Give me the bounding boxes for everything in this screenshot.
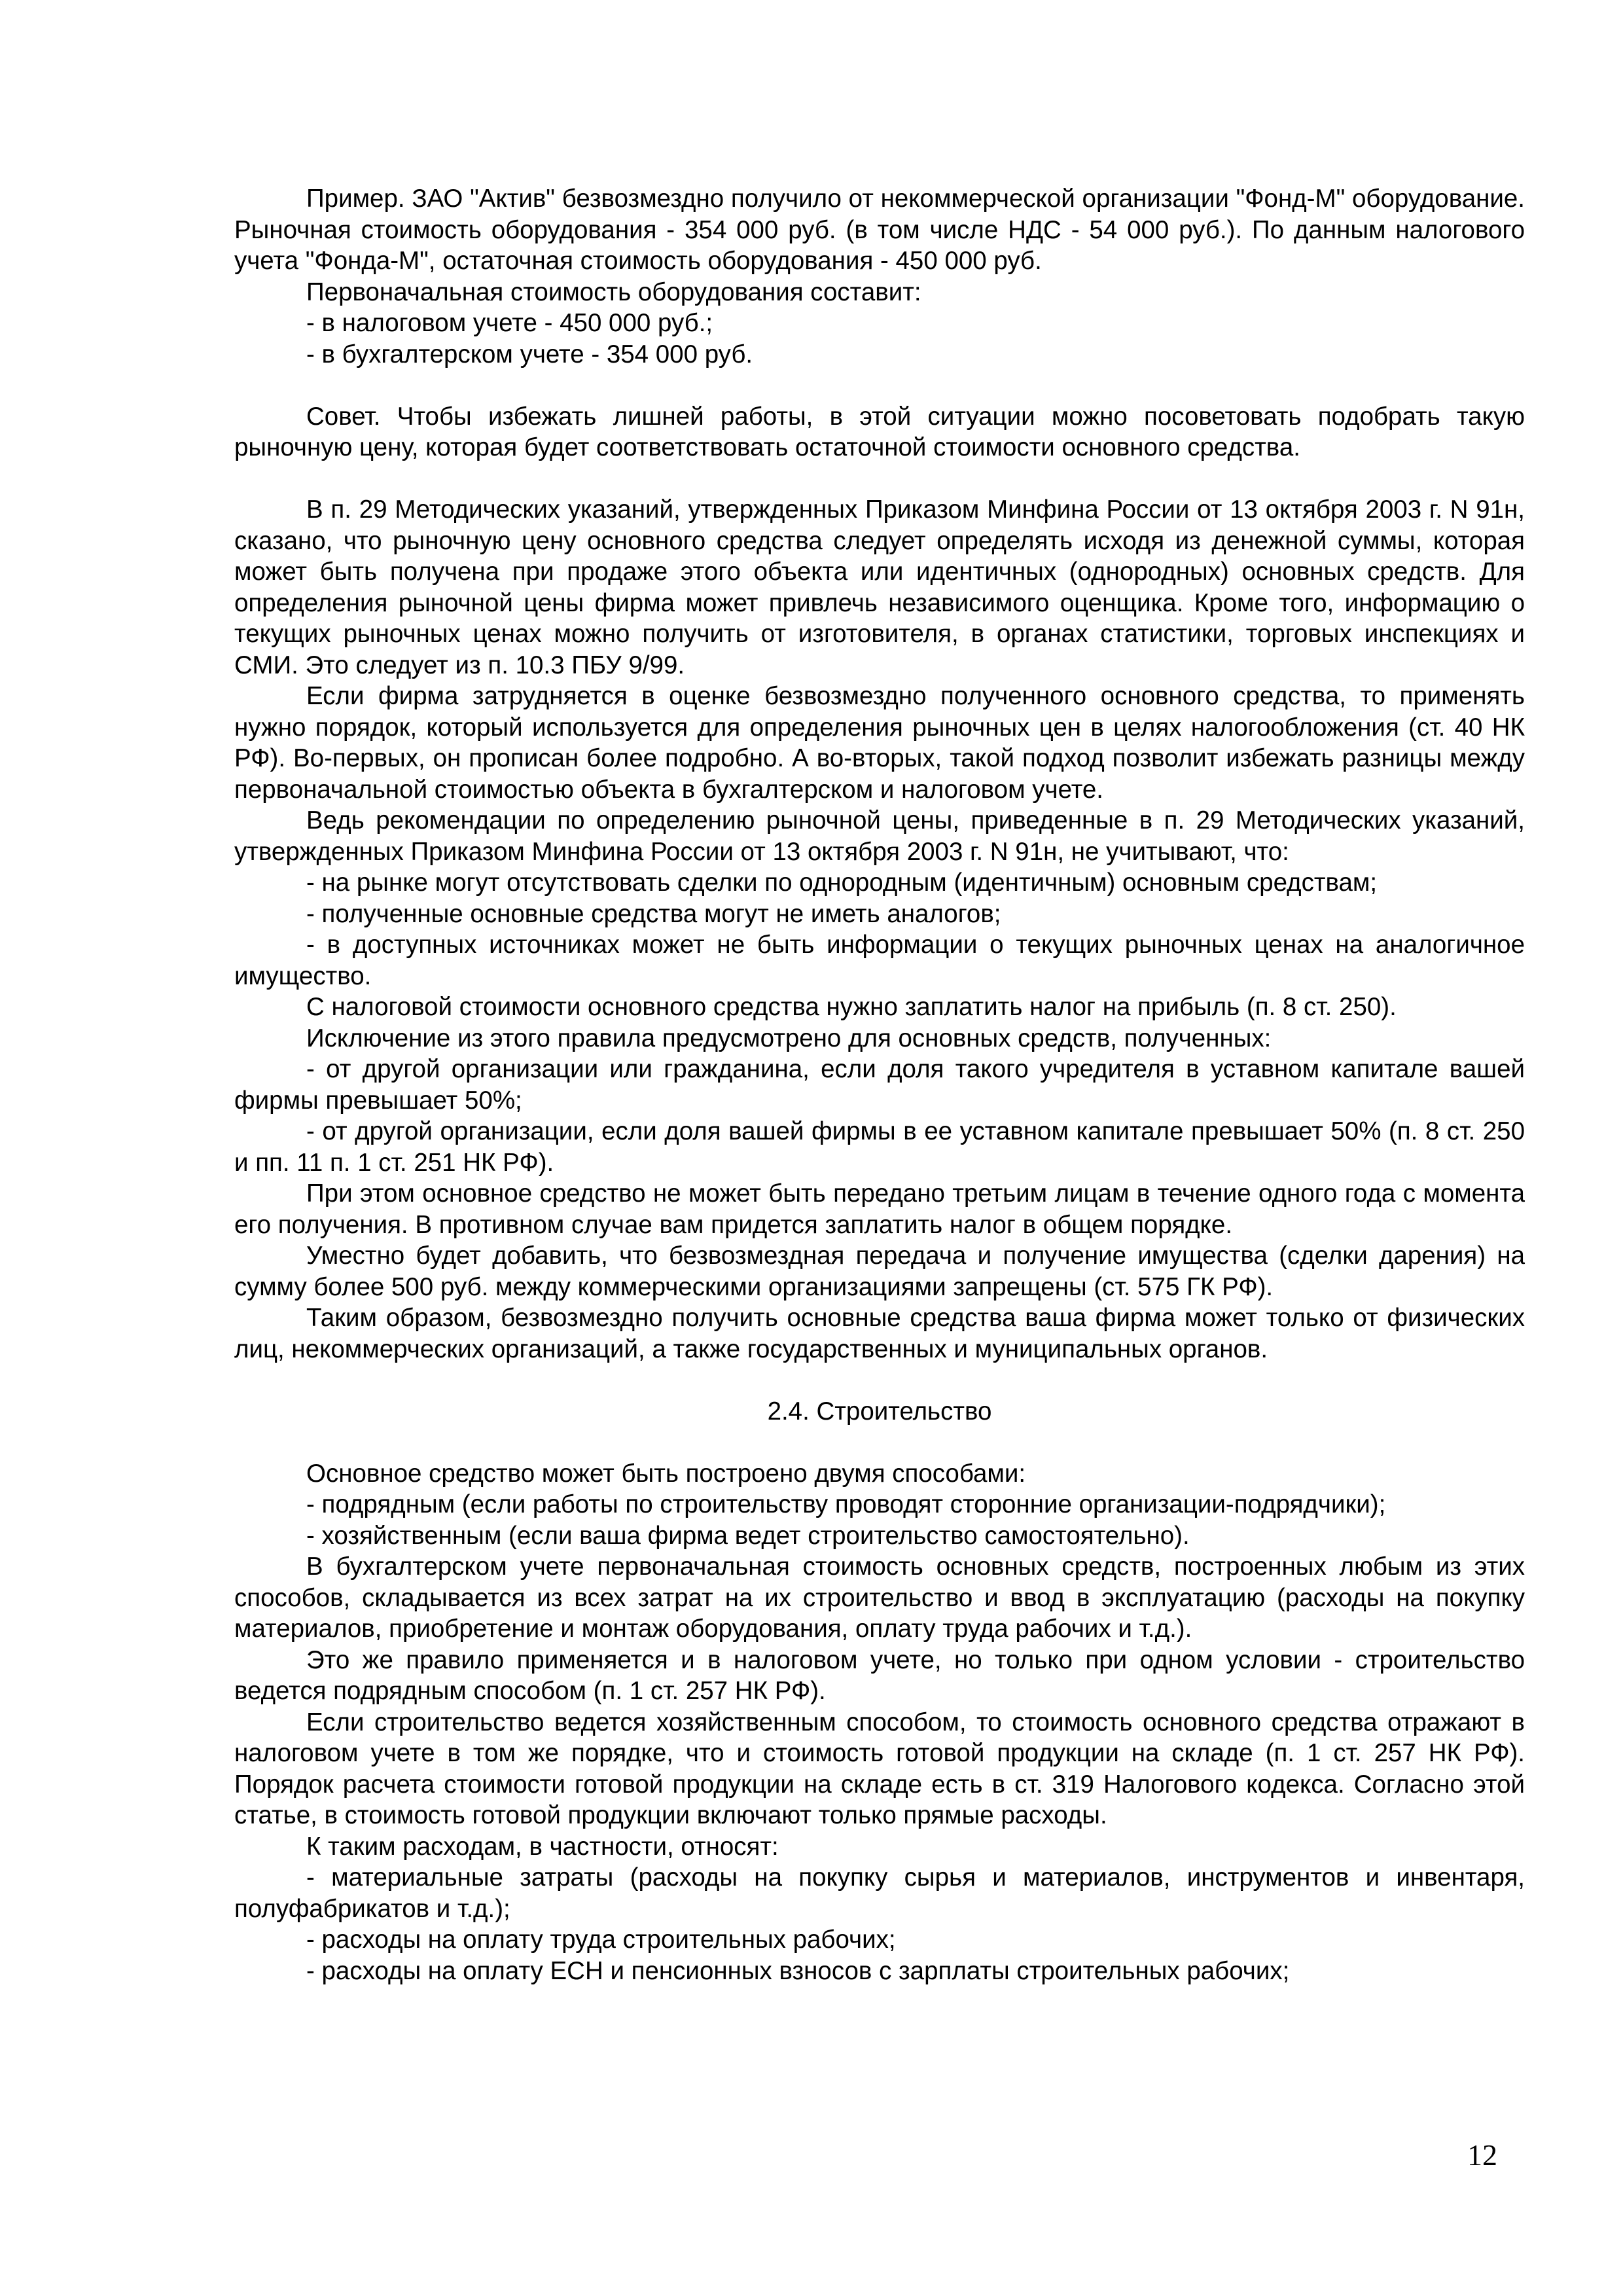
list-item: - в доступных источниках может не быть информации о текущих рыночных ценах на аналогичное имущество. [234, 931, 1525, 990]
paragraph: Исключение из этого правила предусмотрено для основных средств, полученных: [306, 1024, 1272, 1052]
example-paragraph: Пример. ЗАО "Актив" безвозмездно получило от некоммерческой организации "Фонд-М" оборудование. Рыночная стоимость оборудования - 354 000 руб. (в том числе НДС - 54 000 руб.). По данным налогового учета "Фонда-М", остаточная стоимость оборудования - 450 000 руб. [234, 185, 1525, 275]
paragraph: В п. 29 Методических указаний, утвержденных Приказом Минфина России от 13 октября 2003 г. N 91н, сказано, что рыночную цену основного средства следует определять исходя из денежной суммы, которая может быть получена при продаже этого объекта или идентичных (однородных) основных средств. Для определения рыночной цены фирма может привлечь независимого оценщика. Кроме того, информацию о текущих рыночных ценах можно получить от изготовителя, в органах статистики, торговых инспекциях и СМИ. Это следует из п. 10.3 ПБУ 9/99. [234, 495, 1525, 679]
list-item: - в налоговом учете - 450 000 руб.; [306, 309, 713, 337]
paragraph: Основное средство может быть построено двумя способами: [306, 1459, 1026, 1488]
list-item: - хозяйственным (если ваша фирма ведет строительство самостоятельно). [306, 1521, 1190, 1550]
paragraph: Первоначальная стоимость оборудования составит: [306, 278, 921, 306]
paragraph: При этом основное средство не может быть передано третьим лицам в течение одного года с момента его получения. В противном случае вам придется заплатить налог в общем порядке. [234, 1179, 1525, 1239]
list-item: - на рынке могут отсутствовать сделки по однородным (идентичным) основным средствам; [306, 869, 1378, 897]
list-item: - в бухгалтерском учете - 354 000 руб. [306, 340, 753, 368]
paragraph: Таким образом, безвозмездно получить основные средства ваша фирма может только от физических лиц, некоммерческих организаций, а также государственных и муниципальных органов. [234, 1304, 1525, 1363]
paragraph: Если строительство ведется хозяйственным способом, то стоимость основного средства отражают в налоговом учете в том же порядке, что и стоимость готовой продукции на складе (п. 1 ст. 257 НК РФ). Порядок расчета стоимости готовой продукции на складе есть в ст. 319 Налогового кодекса. Согласно этой статье, в стоимость готовой продукции включают только прямые расходы. [234, 1708, 1525, 1829]
list-item: - от другой организации, если доля вашей фирмы в ее уставном капитале превышает 50% (п. 8 ст. 250 и пп. 11 п. 1 ст. 251 НК РФ). [234, 1117, 1525, 1177]
paragraph: В бухгалтерском учете первоначальная стоимость основных средств, построенных любым из этих способов, складывается из всех затрат на их строительство и ввод в эксплуатацию (расходы на покупку материалов, приобретение и монтаж оборудования, оплату труда рабочих и т.д.). [234, 1552, 1525, 1643]
paragraph: Это же правило применяется и в налоговом учете, но только при одном условии - строительство ведется подрядным способом (п. 1 ст. 257 НК РФ). [234, 1645, 1525, 1705]
document-body [234, 183, 1525, 1986]
list-item: - подрядным (если работы по строительству проводят сторонние организации-подрядчики); [306, 1490, 1386, 1518]
list-item: - от другой организации или гражданина, если доля такого учредителя в уставном капитале вашей фирмы превышает 50%; [234, 1055, 1525, 1115]
paragraph: Если фирма затрудняется в оценке безвозмездно полученного основного средства, то применять нужно порядок, который используется для определения рыночных цен в целях налогообложения (ст. 40 НК РФ). Во-первых, он прописан более подробно. А во-вторых, такой подход позволит избежать разницы между первоначальной стоимостью объекта в бухгалтерском и налоговом учете. [234, 682, 1525, 804]
paragraph: Уместно будет добавить, что безвозмездная передача и получение имущества (сделки дарения) на сумму более 500 руб. между коммерческими организациями запрещены (ст. 575 ГК РФ). [234, 1242, 1525, 1301]
list-item: - расходы на оплату ЕСН и пенсионных взносов с зарплаты строительных рабочих; [306, 1956, 1290, 1985]
paragraph: С налоговой стоимости основного средства нужно заплатить налог на прибыль (п. 8 ст. 250). [306, 993, 1397, 1021]
page-number: 12 [1467, 2138, 1497, 2172]
list-item: - полученные основные средства могут не иметь аналогов; [306, 899, 1001, 928]
list-item: - расходы на оплату труда строительных рабочих; [306, 1926, 896, 1954]
list-item: - материальные затраты (расходы на покупку сырья и материалов, инструментов и инвентаря, полуфабрикатов и т.д.); [234, 1863, 1525, 1923]
paragraph: Ведь рекомендации по определению рыночной цены, приведенные в п. 29 Методических указаний, утвержденных Приказом Минфина России от 13 октября 2003 г. N 91н, не учитывают, что: [234, 806, 1525, 866]
paragraph: К таким расходам, в частности, относят: [306, 1832, 779, 1861]
advice-paragraph: Совет. Чтобы избежать лишней работы, в этой ситуации можно посоветовать подобрать такую рыночную цену, которая будет соответствовать остаточной стоимости основного средства. [234, 402, 1525, 461]
section-heading: 2.4. Строительство [767, 1397, 992, 1426]
